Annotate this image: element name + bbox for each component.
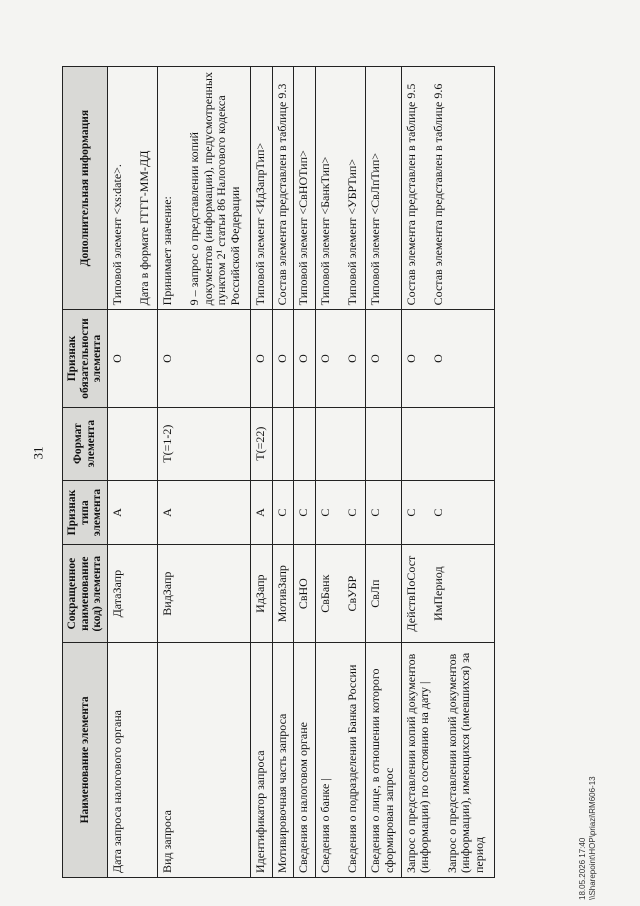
cell-code xyxy=(272,545,294,642)
page-number: 31 xyxy=(30,446,46,460)
cell-info-text: Состав элемента представлен в таблице 9.6 xyxy=(431,83,446,306)
cell-required-text: О xyxy=(431,354,446,363)
table-body xyxy=(107,67,495,878)
cell-type-text: А xyxy=(159,508,174,517)
cell-name-text: Сведения о лице, в отношении которого сформирован запрос xyxy=(368,668,396,873)
cell-format xyxy=(157,407,250,480)
cell-code xyxy=(401,545,494,642)
cell-info xyxy=(315,67,365,310)
cell-name-text: Вид запроса xyxy=(159,810,174,873)
table-row xyxy=(366,67,402,878)
cell-required-text: О xyxy=(368,354,383,363)
cell-format xyxy=(401,407,494,480)
cell-info-text: Типовой элемент <СвЛпТип> xyxy=(368,152,383,306)
cell-type-text: С xyxy=(368,508,383,517)
cell-required-text: О xyxy=(317,354,332,363)
cell-name xyxy=(157,642,250,877)
cell-format xyxy=(272,407,294,480)
cell-format xyxy=(294,407,316,480)
cell-type-text: С xyxy=(296,508,311,517)
cell-info xyxy=(401,67,494,310)
cell-name xyxy=(401,642,494,877)
cell-required xyxy=(366,310,402,407)
cell-name-text: Сведения о налоговом органе xyxy=(296,722,311,873)
cell-type-text: С xyxy=(345,508,360,517)
cell-name xyxy=(366,642,402,877)
cell-info-text: Дата в формате ГГГГ-ММ-ДД xyxy=(137,150,151,306)
cell-code-text: МотивЗапр xyxy=(274,565,289,623)
cell-code-text: СвЛп xyxy=(368,579,383,608)
cell-code xyxy=(157,545,250,642)
cell-format xyxy=(107,407,157,480)
header-code: Сокращенное наименование (код) элемента xyxy=(63,545,108,642)
cell-info xyxy=(272,67,294,310)
cell-required-text: О xyxy=(296,354,311,363)
header-name: Наименование элемента xyxy=(63,642,108,877)
cell-format xyxy=(315,407,365,480)
table-row xyxy=(107,67,157,878)
cell-required xyxy=(251,310,273,407)
cell-format-text: Т(=22) xyxy=(253,426,268,461)
cell-format xyxy=(366,407,402,480)
cell-type-text: С xyxy=(274,508,289,517)
table-header-row xyxy=(63,67,108,878)
table-row xyxy=(401,67,494,878)
cell-code xyxy=(366,545,402,642)
cell-type-text: С xyxy=(431,508,446,517)
cell-name xyxy=(315,642,365,877)
cell-required xyxy=(315,310,365,407)
cell-format xyxy=(251,407,273,480)
cell-code-text: ИдЗапр xyxy=(253,574,268,613)
cell-name xyxy=(294,642,316,877)
cell-code xyxy=(294,545,316,642)
cell-format-text: Т(=1-2) xyxy=(159,424,174,463)
cell-required-text: О xyxy=(345,354,360,363)
header-type: Признак типа элемента xyxy=(63,480,108,545)
table-row xyxy=(272,67,294,878)
table-row xyxy=(294,67,316,878)
cell-info-text: Состав элемента представлен в таблице 9.3 xyxy=(274,83,289,306)
cell-name-text: Запрос о представлении копий документов (информации) по состоянию на дату | xyxy=(403,653,432,873)
cell-code-text: ВидЗапр xyxy=(159,571,174,616)
cell-name-text: Запрос о представлении копий документов (информации), имеющихся (имевшихся) за период xyxy=(444,652,486,873)
cell-info-text: Типовой элемент <ИдЗапрТип> xyxy=(253,142,268,306)
cell-info-text: Типовой элемент <БанкТип> xyxy=(317,156,332,306)
cell-required-text: О xyxy=(274,354,289,363)
document-footer xyxy=(578,776,598,900)
cell-type xyxy=(157,480,250,545)
cell-type-text: С xyxy=(403,508,418,517)
cell-info-text: 9 – запрос о представлении копий документов (информации), предусмотренных пунктом 2¹ статьи 86 Налогового кодекса Российской Федерации xyxy=(187,72,242,306)
cell-name xyxy=(251,642,273,877)
footer-path: \\Sharepoint\НОР\priazi\RM606-13 xyxy=(588,776,597,900)
cell-code xyxy=(315,545,365,642)
cell-code-text: ДатаЗапр xyxy=(109,569,124,618)
cell-info xyxy=(294,67,316,310)
cell-type-text: С xyxy=(317,508,332,517)
cell-info-text: Типовой элемент <xs:date>. xyxy=(109,164,124,306)
cell-name-text: Мотивировочная часть запроса xyxy=(274,713,289,873)
cell-code-text: ДействПоСост xyxy=(403,555,418,632)
elements-table xyxy=(62,66,495,878)
cell-type xyxy=(366,480,402,545)
cell-info xyxy=(157,67,250,310)
cell-required-text: О xyxy=(403,354,418,363)
cell-code-text: СвНО xyxy=(296,578,311,610)
cell-type xyxy=(251,480,273,545)
cell-code xyxy=(107,545,157,642)
cell-name-text: Дата запроса налогового органа xyxy=(109,709,124,873)
footer-timestamp: 18.05.2026 17:40 xyxy=(578,837,587,900)
cell-name-text: Сведения о банке | xyxy=(317,778,332,873)
cell-type xyxy=(401,480,494,545)
table-row xyxy=(157,67,250,878)
cell-code-text: СвБанк xyxy=(317,574,332,613)
cell-code-text: СвУБР xyxy=(345,575,360,612)
cell-info xyxy=(107,67,157,310)
cell-code xyxy=(251,545,273,642)
cell-name xyxy=(107,642,157,877)
table-row xyxy=(251,67,273,878)
cell-required-text: О xyxy=(109,354,124,363)
cell-required xyxy=(272,310,294,407)
header-required: Признак обязательности элемента xyxy=(63,310,108,407)
cell-info xyxy=(251,67,273,310)
cell-info-text: Принимает значение: xyxy=(159,196,174,306)
cell-name-text: Сведения о подразделении Банка России xyxy=(345,664,360,873)
cell-name xyxy=(272,642,294,877)
cell-required xyxy=(401,310,494,407)
header-format: Формат элемента xyxy=(63,407,108,480)
cell-required-text: О xyxy=(253,354,268,363)
cell-name-text: Идентификатор запроса xyxy=(253,750,268,873)
cell-type xyxy=(272,480,294,545)
cell-type xyxy=(294,480,316,545)
table-row xyxy=(315,67,365,878)
cell-type-text: А xyxy=(253,508,268,517)
cell-required-text: О xyxy=(159,354,174,363)
cell-info-text: Состав элемента представлен в таблице 9.5 xyxy=(403,83,418,306)
cell-code-text: ИмПериод xyxy=(431,566,446,621)
cell-required xyxy=(157,310,250,407)
header-info: Дополнительная информация xyxy=(63,67,108,310)
cell-info xyxy=(366,67,402,310)
cell-type-text: А xyxy=(109,508,124,517)
rotated-table-container xyxy=(62,66,495,878)
cell-type xyxy=(315,480,365,545)
cell-required xyxy=(294,310,316,407)
cell-type xyxy=(107,480,157,545)
cell-info-text: Типовой элемент <УБРТип> xyxy=(345,158,360,306)
cell-info-text: Типовой элемент <СвНОТип> xyxy=(296,150,311,306)
cell-required xyxy=(107,310,157,407)
